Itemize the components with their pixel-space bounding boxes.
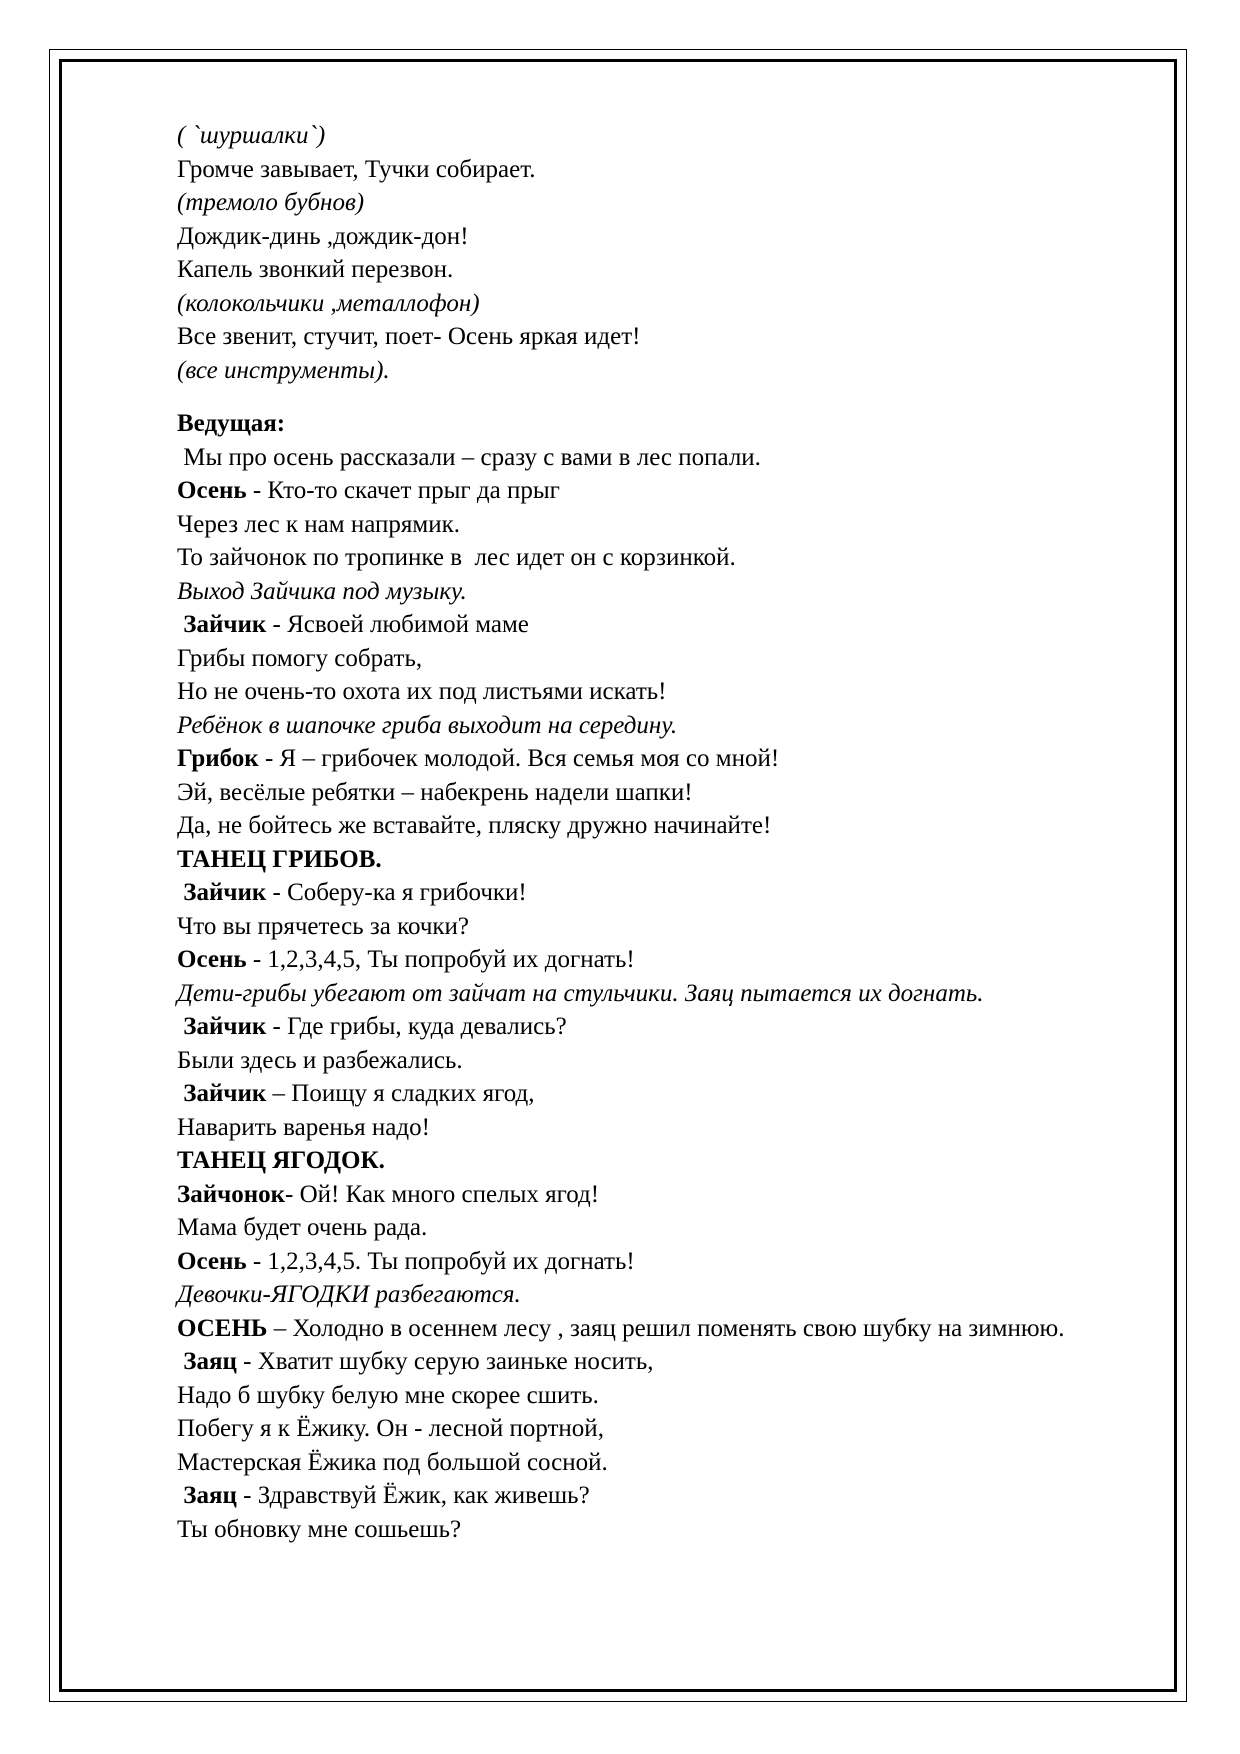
speaker-label: Зайчик <box>177 1080 267 1107</box>
script-text <box>177 119 1137 1546</box>
stage-direction: ( `шуршалки`) <box>177 122 326 149</box>
dialogue-text: - Я – грибочек молодой. Вся семья моя со мной! <box>258 745 780 772</box>
dialogue-text: - Кто-то скачет прыг да прыг <box>246 477 560 504</box>
paragraph-gap <box>177 387 1137 407</box>
speaker-label: Зайчик <box>177 611 267 638</box>
speaker-label: Заяц <box>177 1482 237 1509</box>
speaker-label: Осень <box>177 477 247 504</box>
dialogue-line <box>177 1312 1137 1346</box>
text-line: Да, не бойтесь же вставайте, пляску дружно начинайте! <box>177 812 772 839</box>
text-line: Были здесь и разбежались. <box>177 1046 463 1074</box>
dialogue-text: - Здравствуй Ёжик, как живешь? <box>236 1482 590 1509</box>
text-line: Эй, весёлые ребятки – набекрень надели шапки! <box>177 778 693 806</box>
speaker-label: Заяц <box>177 1348 237 1375</box>
dialogue-line <box>177 1479 1137 1513</box>
dialogue-text: - 1,2,3,4,5. Ты попробуй их догнать! <box>246 1247 635 1275</box>
text-line: Все звенит, стучит, поет- Осень яркая идет! <box>177 323 641 350</box>
dialogue-line <box>177 608 1137 642</box>
stage-direction: (тремоло бубнов) <box>177 189 365 216</box>
dialogue-text: - Соберу-ка я грибочки! <box>266 879 527 906</box>
stage-direction: Выход Зайчика под музыку. <box>177 577 467 605</box>
dialogue-line <box>177 876 1137 910</box>
dialogue-line <box>177 1245 1137 1279</box>
dialogue-line <box>177 1345 1137 1379</box>
speaker-label: ОСЕНЬ <box>177 1314 268 1342</box>
text-line: Через лес к нам напрямик. <box>177 510 460 538</box>
text-line: То зайчонок по тропинке в лес идет он с корзинкой. <box>177 544 736 571</box>
stage-direction: Дети-грибы убегают от зайчат на стульчики. Заяц пытается их догнать. <box>177 979 984 1007</box>
speaker-label: Зайчонок <box>177 1180 286 1208</box>
dialogue-line <box>177 943 1137 977</box>
dialogue-text: - 1,2,3,4,5, Ты попробуй их догнать! <box>246 946 635 973</box>
text-line: Побегу я к Ёжику. Он - лесной портной, <box>177 1415 604 1442</box>
dialogue-text: - Хватит шубку серую заиньке носить, <box>236 1348 654 1375</box>
text-line: Надо б шубку белую мне скорее сшить. <box>177 1381 599 1409</box>
text-line: Наварить варенья надо! <box>177 1113 430 1141</box>
dialogue-text: - Где грибы, куда девались? <box>266 1013 567 1040</box>
stage-direction: (все инструменты). <box>177 356 390 384</box>
dialogue-line <box>177 1077 1137 1111</box>
text-line: Мы про осень рассказали – сразу с вами в лес попали. <box>177 443 761 471</box>
section-heading: ТАНЕЦ ЯГОДОК. <box>177 1147 385 1174</box>
text-line: Дождик-динь ,дождик-дон! <box>177 222 469 250</box>
speaker-label: Зайчик <box>177 879 267 906</box>
stage-direction: Ребёнок в шапочке гриба выходит на середину. <box>177 711 678 739</box>
dialogue-line <box>177 474 1137 508</box>
dialogue-text: - Ясвоей любимой маме <box>266 611 529 638</box>
text-line: Что вы прячетесь за кочки? <box>177 912 470 940</box>
dialogue-line <box>177 742 1137 776</box>
dialogue-text: – Холодно в осеннем лесу , заяц решил поменять свою шубку на зимнюю. <box>267 1314 1065 1342</box>
section-heading: ТАНЕЦ ГРИБОВ. <box>177 845 382 873</box>
dialogue-line <box>177 1010 1137 1044</box>
text-line: Ты обновку мне сошьешь? <box>177 1515 462 1543</box>
text-line: Но не очень-то охота их под листьями искать! <box>177 678 667 705</box>
dialogue-text: – Поищу я сладких ягод, <box>266 1080 535 1107</box>
text-line: Капель звонкий перезвон. <box>177 256 454 283</box>
speaker-label: Осень <box>177 1247 247 1275</box>
speaker-label: Зайчик <box>177 1013 267 1040</box>
text-line: Громче завывает, Тучки собирает. <box>177 155 536 183</box>
dialogue-line <box>177 1178 1137 1212</box>
stage-direction: Девочки-ЯГОДКИ разбегаются. <box>177 1281 521 1308</box>
stage-direction: (колокольчики ,металлофон) <box>177 289 480 317</box>
speaker-label: Осень <box>177 946 247 973</box>
speaker-label: Ведущая: <box>177 410 286 437</box>
text-line: Грибы помогу собрать, <box>177 644 423 672</box>
dialogue-text: - Ой! Как много спелых ягод! <box>285 1180 600 1208</box>
text-line: Мама будет очень рада. <box>177 1214 428 1241</box>
text-line: Мастерская Ёжика под большой сосной. <box>177 1448 608 1476</box>
speaker-label: Грибок <box>177 745 259 772</box>
